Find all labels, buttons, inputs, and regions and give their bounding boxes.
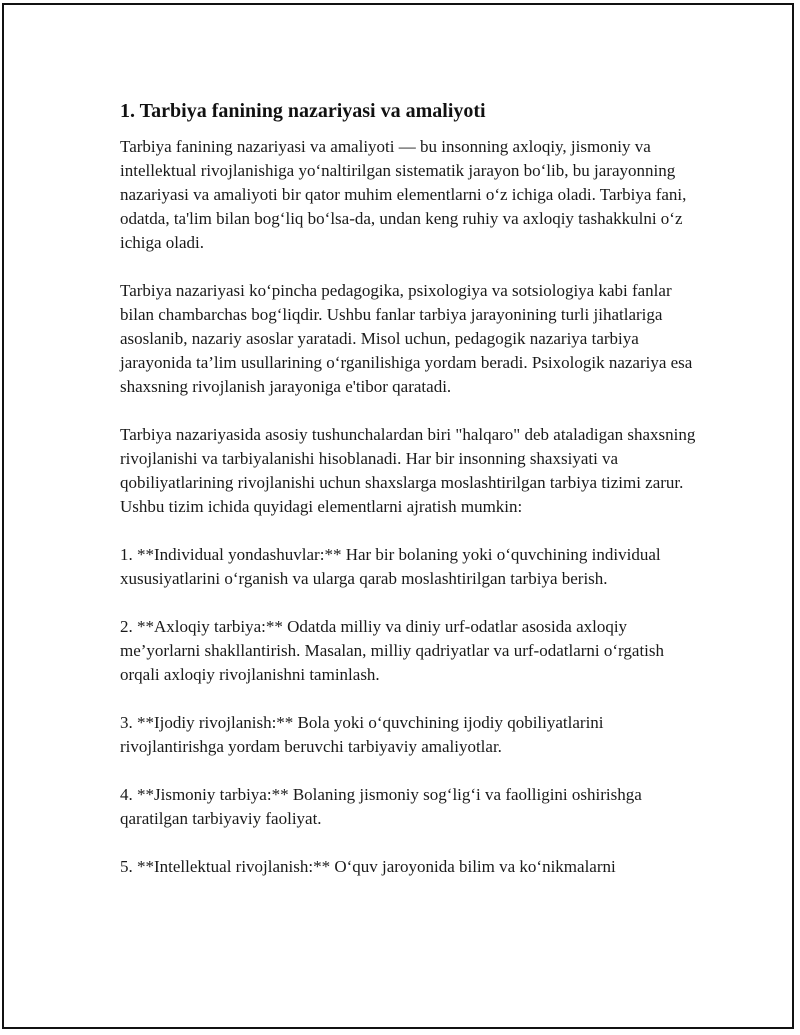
list-item-intellectual: 5. **Intellektual rivojlanish:** O‘quv jaroyonida bilim va ko‘nikmalarni bbox=[120, 857, 616, 876]
paragraph-elements: Tarbiya nazariyasida asosiy tushunchalardan biri "halqaro" deb ataladigan shaxsning rivojlanishi va tarbiyalanishi hisoblanadi. Har bir insonning shaxsiyati va qobiliyatlarining rivojlanishi uchun shaxslarga moslashtirilgan tarbiya tizimi zarur. Ushbu tizim ichida quyidagi elementlarni ajratish mumkin: bbox=[120, 425, 696, 516]
paragraph-theory: Tarbiya nazariyasi ko‘pincha pedagogika, psixologiya va sotsiologiya kabi fanlar bilan chambarchas bog‘liqdir. Ushbu fanlar tarbiya jarayonining turli jihatlariga asoslanib, nazariy asoslar yaratadi. Misol uchun, pedagogik nazariya tarbiya jarayonida ta’lim usullarining o‘rganilishiga yordam beradi. Psixologik nazariya esa shaxsning rivojlanish jarayoniga e'tibor qaratadi. bbox=[120, 281, 693, 396]
paragraph-intro: Tarbiya fanining nazariyasi va amaliyoti — bu insonning axloqiy, jismoniy va intellektual rivojlanishiga yo‘naltirilgan sistematik jarayon bo‘lib, bu jarayonning nazariyasi va amaliyoti bir qator muhim elementlarni o‘z ichiga oladi. Tarbiya fani, odatda, ta'lim bilan bog‘liq bo‘lsa-da, undan keng ruhiy va axloqiy tashakkulni o‘z ichiga oladi. bbox=[120, 137, 687, 252]
list-item-moral: 2. **Axloqiy tarbiya:** Odatda milliy va diniy urf-odatlar asosida axloqiy me’yorlarni shakllantirish. Masalan, milliy qadriyatlar va urf-odatlarni o‘rgatish orqali axloqiy rivojlanishni taminlash. bbox=[120, 617, 664, 684]
document-body bbox=[120, 97, 700, 903]
document-page bbox=[2, 3, 794, 1029]
list-item-physical: 4. **Jismoniy tarbiya:** Bolaning jismoniy sog‘lig‘i va faolligini oshirishga qaratilgan tarbiyaviy faoliyat. bbox=[120, 785, 642, 828]
list-item-creative: 3. **Ijodiy rivojlanish:** Bola yoki o‘quvchining ijodiy qobiliyatlarini rivojlantirishga yordam beruvchi tarbiyaviy amaliyotlar. bbox=[120, 713, 604, 756]
section-heading: 1. Tarbiya fanining nazariyasi va amaliyoti bbox=[120, 100, 486, 122]
list-item-individual: 1. **Individual yondashuvlar:** Har bir bolaning yoki o‘quvchining individual xususiyatlarini o‘rganish va ularga qarab moslashtirilgan tarbiya berish. bbox=[120, 545, 661, 588]
